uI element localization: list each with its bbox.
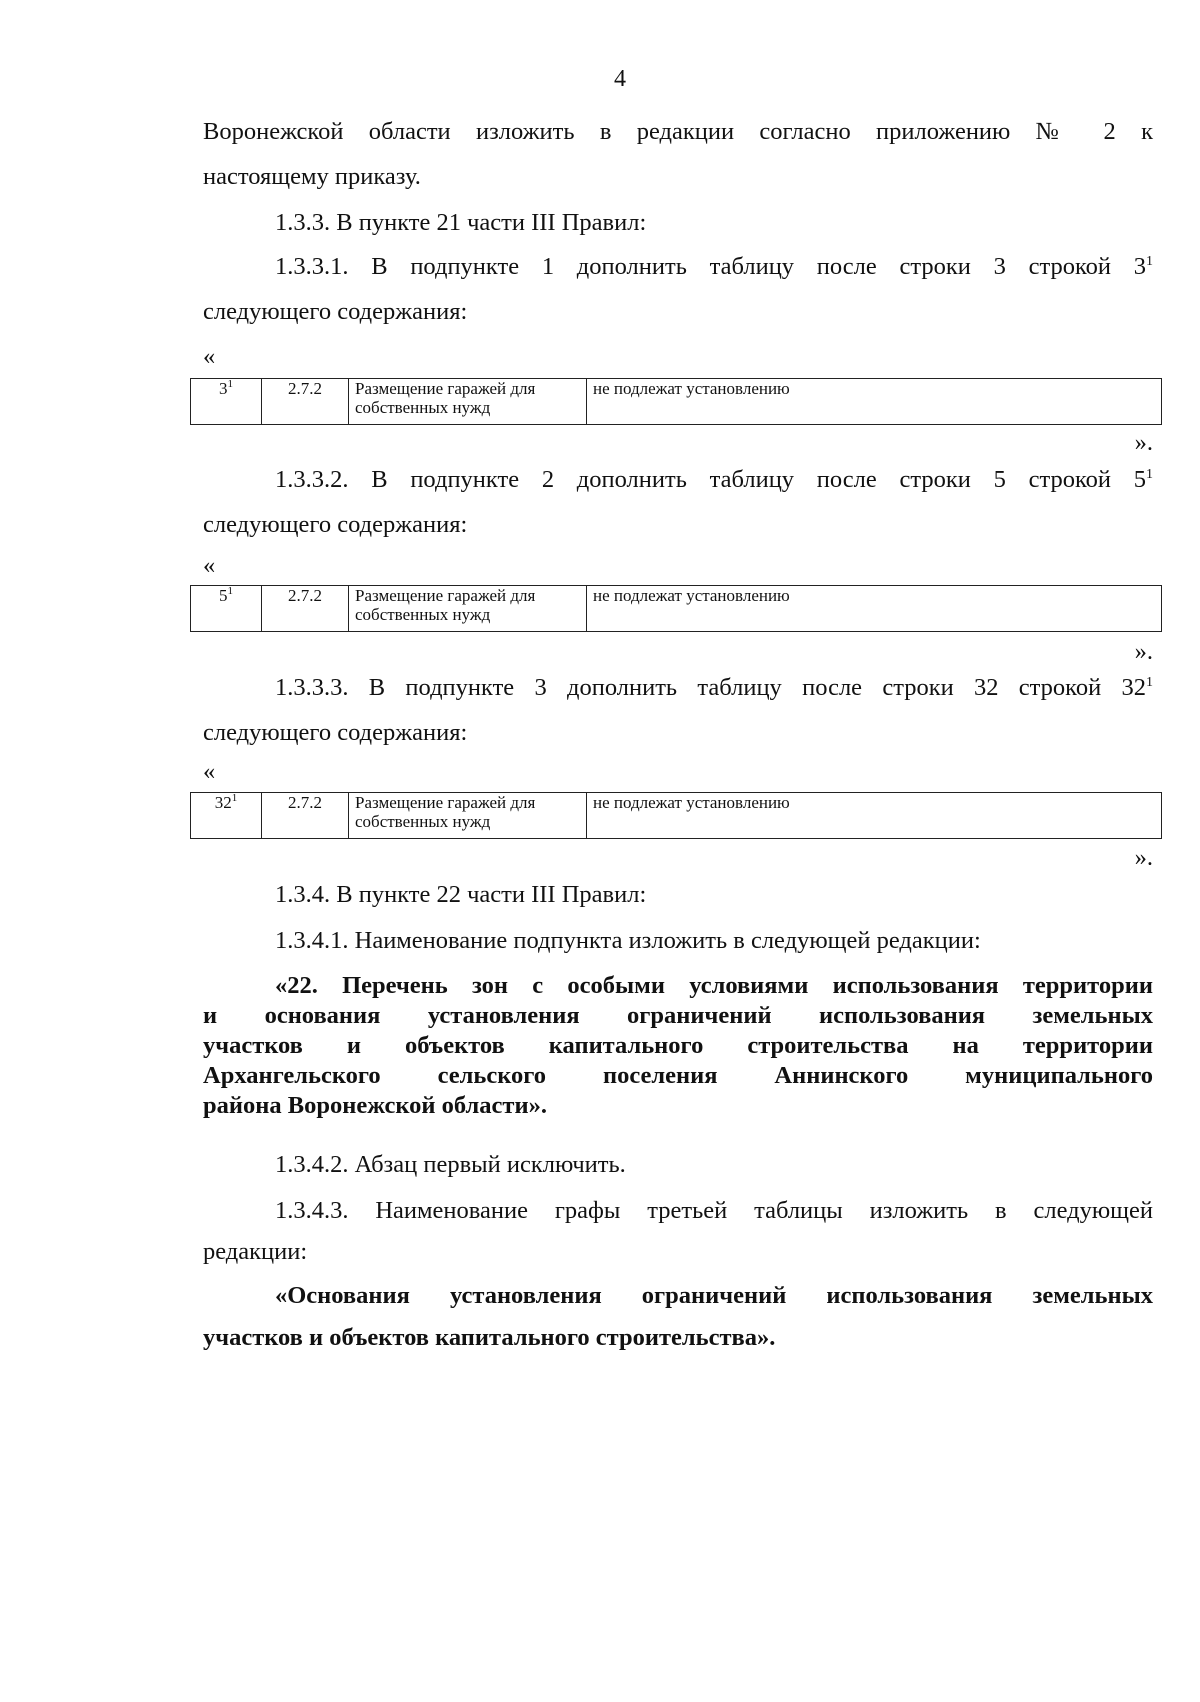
clause-line [275, 673, 1153, 703]
page-number: 4 [614, 66, 626, 92]
clause-line: следующего содержания: [203, 719, 468, 746]
inserted-table-3 [190, 792, 1162, 839]
clause-heading: 1.3.4. В пункте 22 части III Правил: [275, 881, 647, 908]
open-quote: « [203, 552, 216, 579]
close-quote: ». [1134, 638, 1153, 665]
clause-line: 1.3.4.2. Абзац первый исключить. [275, 1151, 626, 1178]
table-row [191, 379, 1162, 425]
code-cell: 2.7.2 [262, 586, 349, 632]
name-cell: Размещение гаражей для собственных нужд [349, 586, 587, 632]
bold-quote-line: «22. Перечень зон с особыми условиями использования территории [275, 972, 1153, 999]
clause-line: следующего содержания: [203, 511, 468, 538]
open-quote: « [203, 343, 216, 370]
code-cell: 2.7.2 [262, 379, 349, 425]
clause-text: 1.3.3.3. В подпункте 3 дополнить таблицу после строки 32 строкой 32 [275, 674, 1146, 701]
table-row [191, 793, 1162, 839]
clause-line: 1.3.4.3. Наименование графы третьей таблицы изложить в следующей [275, 1197, 1153, 1224]
open-quote: « [203, 758, 216, 785]
clause-text: 1.3.3.1. В подпункте 1 дополнить таблицу после строки 3 строкой 3 [275, 253, 1146, 280]
clause-line: 1.3.4.1. Наименование подпункта изложить в следующей редакции: [275, 927, 981, 954]
clause-line [275, 465, 1153, 495]
value-cell: не подлежат установлению [587, 586, 1162, 632]
inserted-table-1 [190, 378, 1162, 425]
inserted-table-2 [190, 585, 1162, 632]
value-cell: не подлежат установлению [587, 379, 1162, 425]
paragraph-line: настоящему приказу. [203, 163, 421, 190]
bold-quote-line: участков и объектов капитального строительства на территории [203, 1032, 1153, 1059]
bold-quote-line: «Основания установления ограничений использования земельных [275, 1282, 1153, 1309]
superscript: 1 [1146, 467, 1153, 482]
name-cell: Размещение гаражей для собственных нужд [349, 793, 587, 839]
clause-line: следующего содержания: [203, 298, 468, 325]
clause-text: 1.3.3.2. В подпункте 2 дополнить таблицу после строки 5 строкой 5 [275, 466, 1146, 493]
row-number-cell: $32^1$ [191, 793, 262, 839]
code-cell: 2.7.2 [262, 793, 349, 839]
clause-heading: 1.3.3. В пункте 21 части III Правил: [275, 209, 647, 236]
bold-quote-line: Архангельского сельского поселения Аннинского муниципального [203, 1062, 1153, 1089]
superscript: 1 [1146, 675, 1153, 690]
bold-quote-line: и основания установления ограничений использования земельных [203, 1002, 1153, 1029]
table-row [191, 586, 1162, 632]
clause-line: редакции: [203, 1238, 308, 1265]
bold-quote-line: участков и объектов капитального строительства». [203, 1324, 776, 1351]
superscript: 1 [1146, 254, 1153, 269]
clause-line [275, 252, 1153, 282]
value-cell: не подлежат установлению [587, 793, 1162, 839]
name-cell: Размещение гаражей для собственных нужд [349, 379, 587, 425]
close-quote: ». [1134, 429, 1153, 456]
close-quote: ». [1134, 844, 1153, 871]
row-number-cell: $5^1$ [191, 586, 262, 632]
bold-quote-line: района Воронежской области». [203, 1092, 547, 1119]
paragraph-line: Воронежской области изложить в редакции согласно приложению № 2 к [203, 118, 1153, 145]
row-number-cell: $3^1$ [191, 379, 262, 425]
